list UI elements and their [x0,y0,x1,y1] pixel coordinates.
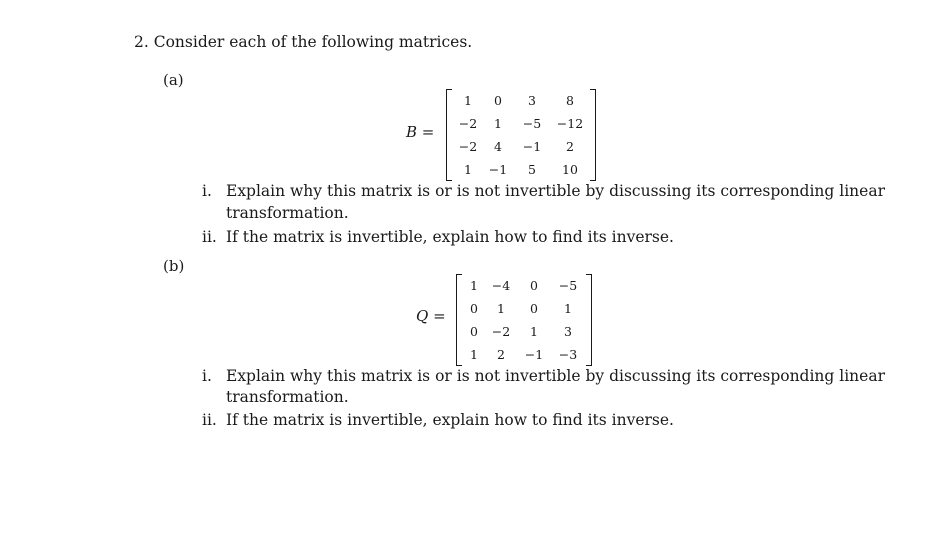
matrix-cell: 1 [470,347,478,362]
part-a-label: (a) [163,71,184,89]
matrix-cell: −1 [522,139,542,154]
matrix-cell: 1 [470,278,478,293]
item-number: i. [202,367,212,385]
part-b-item-ii [202,411,674,429]
matrix-b [446,89,596,181]
matrix-cell: −4 [491,278,511,293]
matrix-b-table [453,89,589,181]
matrix-b-row [453,158,589,181]
part-b-label: (b) [163,257,185,275]
matrix-b-name: B = [406,123,435,141]
matrix-cell: 1 [464,162,472,177]
matrix-cell: 0 [494,93,502,108]
part-b-item-i [202,367,885,385]
matrix-b-row [453,89,589,112]
matrix-cell: 0 [470,324,478,339]
matrix-cell: −2 [458,139,478,154]
part-b-item-i-cont: transformation. [226,388,349,406]
matrix-cell: 1 [497,301,505,316]
matrix-q-row [463,343,585,366]
matrix-cell: 0 [530,278,538,293]
item-text: Explain why this matrix is or is not invertible by discussing its corresponding linear [226,367,885,385]
matrix-cell: −12 [556,116,584,131]
matrix-cell: −3 [558,347,578,362]
matrix-cell: −5 [558,278,578,293]
part-a-item-i-cont: transformation. [226,204,349,222]
item-text: If the matrix is invertible, explain how to find its inverse. [226,228,674,246]
item-text: Explain why this matrix is or is not invertible by discussing its corresponding linear [226,182,885,200]
matrix-cell: 2 [566,139,574,154]
item-number: ii. [202,228,217,246]
matrix-cell: 0 [470,301,478,316]
matrix-q-table [463,274,585,366]
matrix-q-name: Q = [416,307,446,325]
matrix-cell: 2 [497,347,505,362]
matrix-cell: 3 [528,93,536,108]
matrix-b-row [453,112,589,135]
problem-number: 2. [134,33,149,51]
matrix-cell: −5 [522,116,542,131]
item-number: ii. [202,411,217,429]
matrix-cell: 0 [530,301,538,316]
matrix-q-row [463,297,585,320]
matrix-cell: −2 [458,116,478,131]
part-a-item-i [202,182,885,200]
matrix-cell: 1 [530,324,538,339]
matrix-cell: 5 [528,162,536,177]
matrix-cell: 1 [464,93,472,108]
part-a-item-ii [202,228,674,246]
problem-text: Consider each of the following matrices. [153,33,473,51]
matrix-q-row [463,274,585,297]
matrix-cell: 8 [566,93,574,108]
problem-heading [134,33,472,51]
item-text: If the matrix is invertible, explain how to find its inverse. [226,411,674,429]
matrix-cell: 10 [562,162,578,177]
matrix-cell: 1 [564,301,572,316]
matrix-b-row [453,135,589,158]
matrix-cell: 4 [494,139,502,154]
matrix-cell: 1 [494,116,502,131]
item-number: i. [202,182,212,200]
matrix-cell: −1 [488,162,508,177]
matrix-q [456,274,592,366]
matrix-cell: −1 [524,347,544,362]
matrix-q-row [463,320,585,343]
matrix-cell: −2 [491,324,511,339]
matrix-cell: 3 [564,324,572,339]
